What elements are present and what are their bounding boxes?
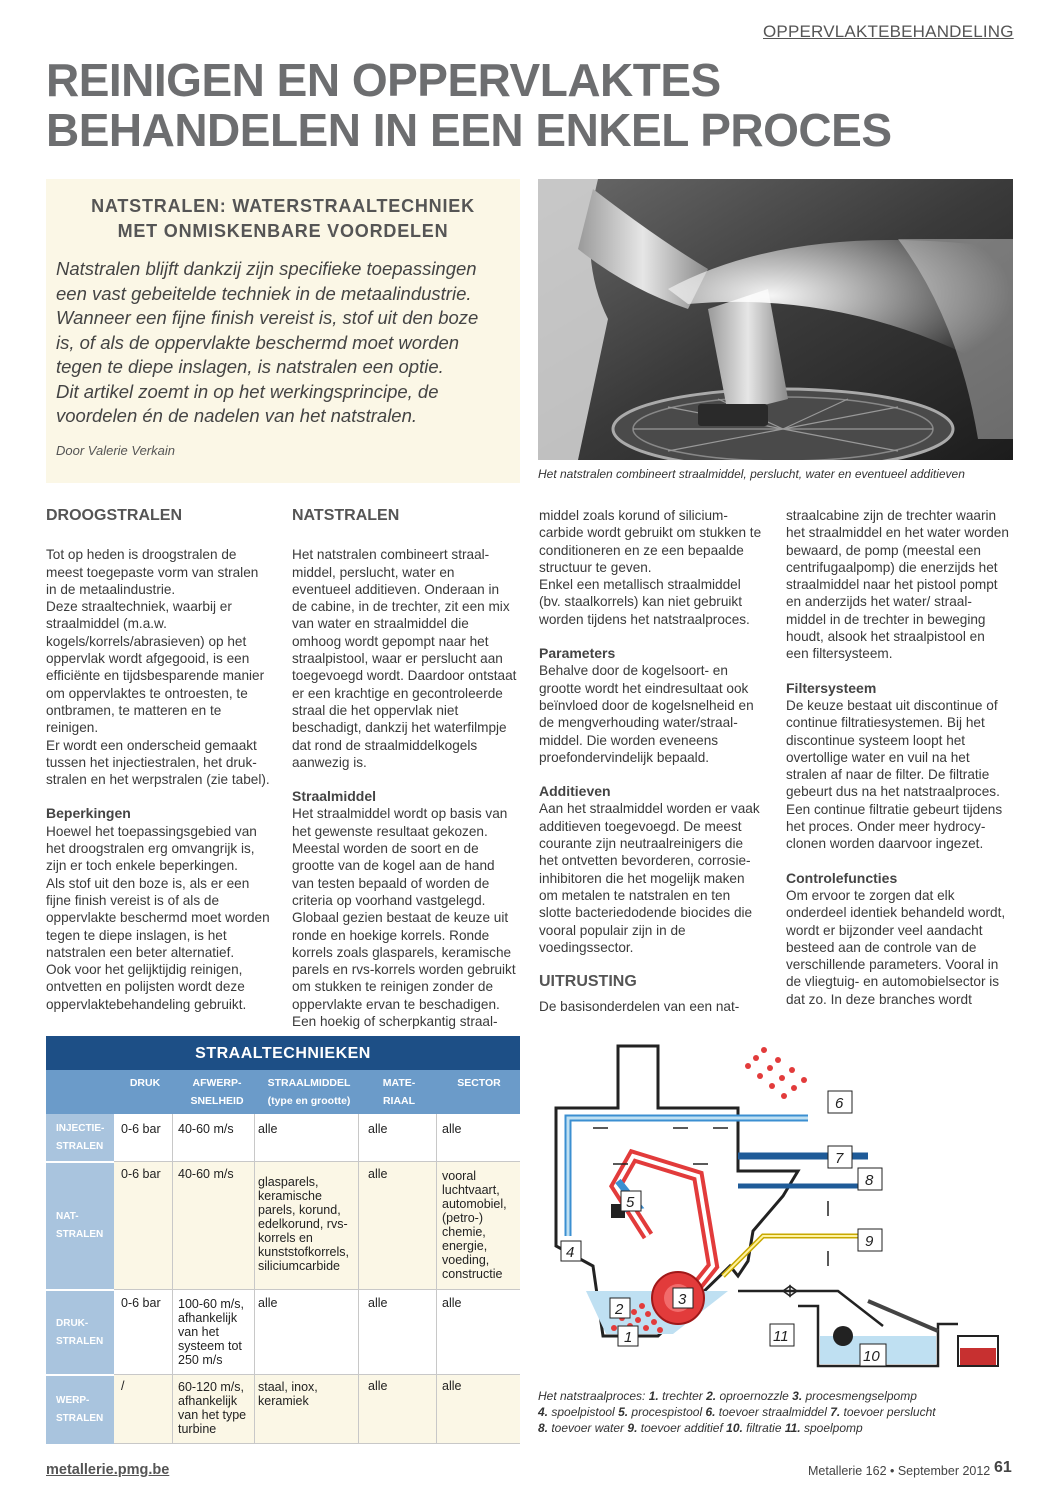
wet-blasting-photo: [538, 179, 1013, 460]
table-cell: 0-6 bar: [121, 1167, 161, 1181]
subheading-filtersysteem: Filtersysteem: [786, 679, 877, 696]
paragraph: Enkel een metallisch straalmiddel (bv. staalkorrels) kan niet gebruikt worden tijdens het natstraalproces.: [539, 577, 750, 627]
section-heading-droogstralen: DROOGSTRALEN: [46, 507, 182, 524]
table-cell: alle: [368, 1379, 388, 1393]
table-header-row: [46, 1070, 520, 1114]
caption-text: toevoer straalmiddel: [715, 1405, 831, 1419]
header-straalmiddel-line-1: STRAALMIDDEL: [267, 1077, 351, 1089]
header-druk: DRUK: [129, 1077, 161, 1089]
caption-text: filtratie: [742, 1421, 785, 1435]
intro-line: Natstralen blijft dankzij zijn specifieke toepassingen: [56, 258, 477, 279]
table-cell: alle: [442, 1122, 462, 1136]
header-straalmiddel: [258, 1074, 360, 1110]
table-cell: /: [121, 1379, 125, 1393]
subheading-straalmiddel: Straalmiddel: [292, 788, 377, 805]
caption-text: trechter: [658, 1389, 707, 1403]
paragraph: Aan het straalmiddel worden er vaak additieven toegevoegd. De meest courante zijn neutraalreinigers die het ontvetten bevorderen, corrosie-inhibitoren die het mogelijk maken om metalen te natstralen en ten slotte bacteriedodende biocides die vooral populair zijn in de voedingssector.: [539, 801, 760, 955]
row-label-line: INJECTIE-: [56, 1122, 105, 1134]
diagram-label-8: 8: [865, 1172, 874, 1189]
article-column-1: [46, 507, 271, 1013]
table-cell: alle: [442, 1379, 462, 1393]
intro-box: [46, 179, 520, 483]
header-afwerpsnelheid-line-1: AFWERP-: [192, 1077, 242, 1089]
caption-text: procespistool: [628, 1405, 706, 1419]
intro-line: tegen te diepe inslagen, is natstralen een optie.: [56, 356, 444, 377]
row-label-natstralen: [46, 1161, 114, 1289]
table-cell: alle: [258, 1122, 278, 1136]
page-number: 61: [994, 1459, 1012, 1476]
subheading-beperkingen: Beperkingen: [46, 805, 131, 822]
paragraph: Tot op heden is droogstralen de meest toegepaste vorm van stralen in de metaalindustrie.: [46, 547, 259, 597]
row-label-werpstralen: [46, 1374, 114, 1444]
intro-line: voordelen én de nadelen van het natstralen.: [56, 405, 418, 426]
paragraph: straalcabine zijn de trechter waarin het straalmiddel en het water worden bewaard, de pomp (meestal een centrifugaalpomp) die enerzijds het straalmiddel naar het pistool pompt en anderzijds het water/ straal-middel in de trechter in beweging houdt, alsook het straalpistool en een filtersysteem.: [786, 508, 1009, 662]
row-label-line: WERP-: [56, 1395, 90, 1406]
caption-text: toevoer additief: [637, 1421, 727, 1435]
intro-text: [56, 257, 516, 429]
caption-text: toevoer water: [548, 1421, 628, 1435]
subheading-controlefuncties: Controlefuncties: [786, 869, 898, 886]
table-cell: alle: [368, 1122, 388, 1136]
paragraph: De keuze bestaat uit discontinue of continue filtratiesystemen. Bij het discontinue systeem loopt het overtollige water en vuil na het stralen af naar de filter. De filtratie gebeurt dus na het natstraalproces. Een continue filtratie gebeurt tijdens het proces. Onder meer hydrocy-clonen worden daarvoor ingezet.: [786, 697, 1003, 852]
diagram-label-10: 10: [863, 1348, 880, 1365]
diagram-label-7: 7: [835, 1150, 844, 1167]
table-cell: 60-120 m/s, afhankelijk van het type turbine: [178, 1380, 247, 1436]
row-label-line: STRALEN: [56, 1335, 104, 1347]
header-straalmiddel-line-2: (type en grootte): [267, 1095, 351, 1107]
row-label-drukstralen: [46, 1289, 114, 1374]
paragraph: Het straalmiddel wordt op basis van het gewenste resultaat gekozen. Meestal worden de soort en de grootte van de kogel aan de hand van testen bepaald of worden de criteria op voorhand vastgelegd. Globaal gezien bestaat de keuze uit ronde en hoekige korrels. Ronde korrels zoals glasparels, keramische parels en rvs-korrels worden gebruikt om stukken te reinigen zonder de oppervlakte ervan te beschadigen. Een hoekig of scherpkantig straal-: [292, 806, 516, 1030]
footer-website-link[interactable]: metallerie.pmg.be: [46, 1462, 170, 1478]
title-line-2: BEHANDELEN IN EEN ENKEL PROCES: [46, 104, 892, 156]
row-label-line: DRUK-: [56, 1317, 89, 1329]
diagram-label-3: 3: [678, 1291, 687, 1308]
table-cell: alle: [368, 1167, 388, 1181]
caption-number: 6.: [705, 1405, 716, 1419]
paragraph: Ook voor het gelijktijdig reinigen, ontvetten en polijsten wordt deze oppervlaktebehandeling gebruikt.: [46, 962, 247, 1012]
straaltechnieken-table: [46, 1036, 520, 1444]
paragraph: Als stof uit den boze is, als er een fijne finish vereist is of als de oppervlakte beschermd moet worden tegen te diepe inslagen, is het natstralen een beter alternatief.: [46, 875, 270, 960]
caption-text: oproernozzle: [716, 1389, 793, 1403]
table-cell: alle: [258, 1296, 278, 1310]
header-materiaal-line-2: RIAAL: [382, 1095, 416, 1107]
caption-number: 7.: [830, 1405, 841, 1419]
diagram-label-2: 2: [615, 1301, 624, 1318]
paragraph: Hoewel het toepassingsgebied van het droogstralen erg omvangrijk is, zijn er toch enkele beperkingen.: [46, 823, 257, 874]
intro-heading-line-2: MET ONMISKENBARE VOORDELEN: [117, 221, 449, 241]
article-column-4: [786, 507, 1011, 1008]
intro-line: een vast gebeitelde techniek in de metaalindustrie.: [56, 282, 472, 304]
intro-line: Dit artikel zoemt in op het werkingsprincipe, de: [56, 380, 439, 402]
table-cell: vooral luchtvaart, automobiel, (petro-) chemie, energie, voeding, constructie: [442, 1169, 507, 1281]
page-title: [46, 55, 1006, 155]
table-title: STRAALTECHNIEKEN: [46, 1036, 520, 1070]
caption-number: 3.: [792, 1389, 803, 1403]
wet-blasting-photo-illustration: [538, 179, 1013, 460]
header-materiaal-line-1: MATE-: [382, 1077, 416, 1089]
table-cell: glasparels, keramische parels, korund, edelkorund, rvs-korrels en kunststofkorrels, siliciumcarbide: [258, 1175, 350, 1273]
intro-line: is, of als de oppervlakte beschermd moet worden: [56, 331, 460, 353]
intro-line: Wanneer een fijne finish vereist is, stof uit den boze: [56, 307, 479, 328]
header-afwerpsnelheid: [176, 1074, 258, 1110]
header-sector: SECTOR: [457, 1077, 501, 1089]
intro-heading-line-1: NATSTRALEN: WATERSTRAALTECHNIEK: [91, 196, 475, 216]
diagram-label-11: 11: [773, 1328, 789, 1345]
diagram-label-4: 4: [566, 1244, 575, 1261]
caption-intro: Het natstraalproces:: [538, 1389, 649, 1403]
diagram-caption: [538, 1388, 1013, 1436]
table-cell: staal, inox, keramiek: [258, 1380, 318, 1408]
diagram-label-5: 5: [626, 1194, 635, 1211]
paragraph: Er wordt een onderscheid gemaakt tussen het injectiestralen, het druk-stralen en het werpstralen (zie tabel).: [46, 737, 270, 788]
subheading-parameters: Parameters: [539, 645, 616, 662]
paragraph: De basisonderdelen van een nat-: [539, 999, 740, 1015]
caption-number: 5.: [618, 1405, 629, 1419]
table-cell: 100-60 m/s, afhankelijk van het systeem tot 250 m/s: [178, 1297, 245, 1367]
paragraph: Om ervoor te zorgen dat elk onderdeel identiek behandeld wordt, wordt er bijzonder veel aandacht besteed aan de controle van de verschillende parameters. Vooral in de vliegtuig- en automobielsector is dat zo. In deze branches wordt: [786, 887, 1006, 1007]
table-cell: 0-6 bar: [121, 1296, 161, 1310]
table-cell: 0-6 bar: [121, 1122, 161, 1136]
table-cell: 40-60 m/s: [178, 1167, 234, 1181]
table-cell: 40-60 m/s: [178, 1122, 234, 1136]
row-label-line: STRALEN: [56, 1413, 104, 1424]
photo-caption: Het natstralen combineert straalmiddel, perslucht, water en eventueel additieven: [538, 467, 965, 481]
article-column-3: [539, 507, 764, 1016]
paragraph: Het natstralen combineert straal-middel, perslucht, water en eventueel additieven. Onderaan in de cabine, in de trechter, zit een mix van water en straalmiddel die omhoog wordt gepompt naar het straalpistool, waar er perslucht aan toegevoegd wordt. Daardoor ontstaat er een krachtige en gecontroleerde straal die het oppervlak niet beschadigt, dankzij het waterfilmpje dat rond de straalmiddelkogels aanwezig is.: [292, 547, 517, 770]
process-diagram-svg: [538, 1036, 1013, 1376]
row-label-line: STRALEN: [56, 1140, 104, 1152]
section-label: OPPERVLAKTEBEHANDELING: [763, 22, 1014, 41]
filter-roller: [833, 1326, 853, 1346]
article-column-2: [292, 507, 517, 1030]
table-cell: alle: [368, 1296, 388, 1310]
diagram-label-9: 9: [865, 1233, 874, 1250]
caption-text: spoelpistool: [548, 1405, 619, 1419]
row-label-line: NAT-: [56, 1211, 79, 1222]
paragraph: middel zoals korund of silicium-carbide wordt gebruikt om stukken te conditioneren en ze een bepaalde structuur te geven.: [539, 508, 762, 575]
footer-issue: Metallerie 162 • September 2012: [808, 1464, 991, 1478]
paragraph: Behalve door de kogelsoort- en grootte wordt het eindresultaat ook beïnvloed door de kogelsnelheid en de mengverhouding water/straal-middel. Die worden eveneens proefondervindelijk bepaald.: [539, 663, 754, 765]
subheading-additieven: Additieven: [539, 783, 611, 800]
caption-number: 10.: [726, 1421, 743, 1435]
caption-text: procesmengselpomp: [802, 1389, 917, 1403]
caption-text: toevoer perslucht: [840, 1405, 936, 1419]
row-label-injectiestralen: [46, 1114, 114, 1161]
intro-heading: [46, 194, 520, 244]
caption-number: 8.: [538, 1421, 549, 1435]
byline: Door Valerie Verkain: [56, 443, 175, 458]
caption-number: 1.: [648, 1389, 659, 1403]
caption-number: 11.: [784, 1421, 801, 1435]
title-line-1: REINIGEN EN OPPERVLAKTES: [46, 54, 721, 106]
caption-number: 2.: [706, 1389, 717, 1403]
diagram-label-1: 1: [624, 1329, 633, 1346]
caption-text: spoelpomp: [800, 1421, 863, 1435]
header-afwerpsnelheid-line-2: SNELHEID: [190, 1095, 244, 1107]
paragraph: Deze straaltechniek, waarbij er straalmiddel (m.a.w. kogels/korrels/abrasieven) op het oppervlak wordt afgegooid, is een efficiënte en tijdsbesparende manier om oppervlaktes te ontroesten, te ontbramen, te matteren en te reinigen.: [46, 599, 265, 736]
wet-blasting-process-diagram: [538, 1036, 1013, 1376]
section-heading-natstralen: NATSTRALEN: [292, 507, 400, 524]
header-materiaal: [360, 1074, 438, 1110]
section-heading-uitrusting: UITRUSTING: [539, 973, 637, 991]
caption-number: 4.: [538, 1405, 549, 1419]
table-cell: alle: [442, 1296, 462, 1310]
caption-number: 9.: [627, 1421, 638, 1435]
diagram-label-6: 6: [835, 1095, 844, 1112]
row-label-line: STRALEN: [56, 1229, 104, 1240]
